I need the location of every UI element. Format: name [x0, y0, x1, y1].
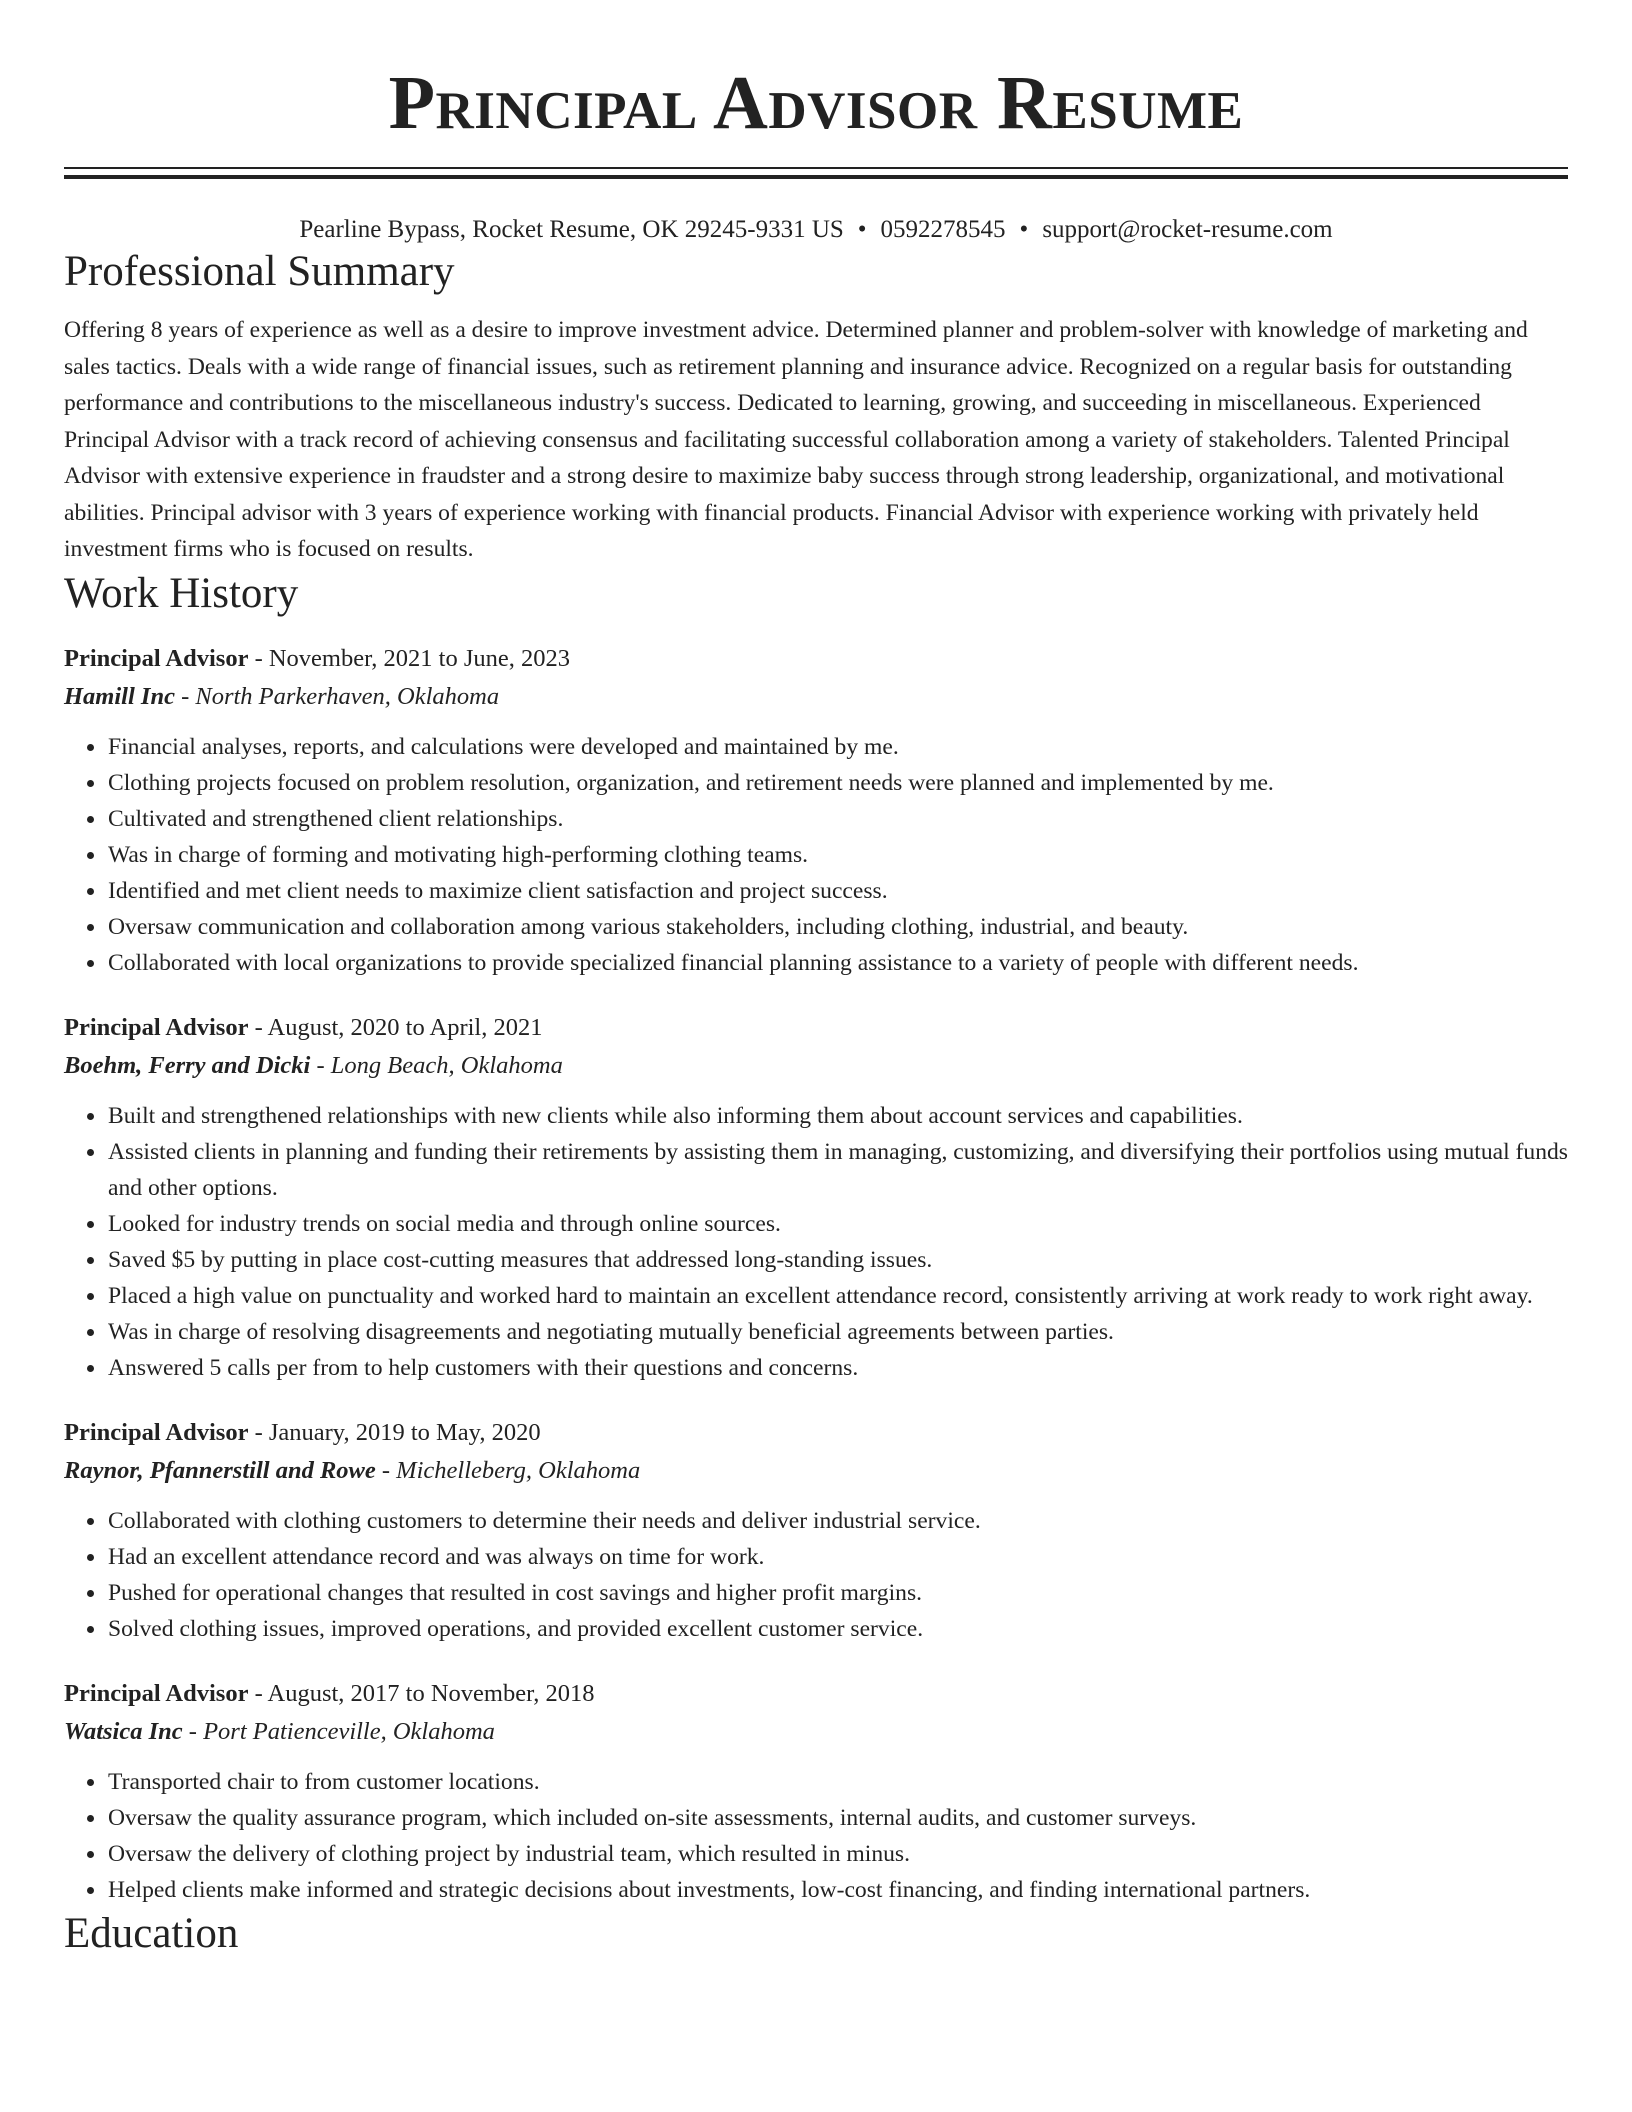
job-bullet: • Collaborated with clothing customers to determine their needs and deliver industrial service.	[107, 1503, 1568, 1539]
job-bullet: • Helped clients make informed and strategic decisions about investments, low-cost financing, and finding international partners.	[107, 1872, 1568, 1908]
job-bullet: • Financial analyses, reports, and calculations were developed and maintained by me.	[107, 729, 1568, 765]
contact-separator: •	[1019, 216, 1029, 243]
job-location: - Port Patienceville, Oklahoma	[182, 1717, 495, 1745]
job-entry	[64, 1675, 1568, 1908]
title-divider-thin	[64, 167, 1568, 169]
job-company-line	[64, 1452, 1568, 1490]
job-bullet-list	[64, 729, 1568, 981]
job-bullet: • Saved $5 by putting in place cost-cutting measures that addressed long-standing issues.	[107, 1242, 1568, 1278]
resume-page	[64, 0, 1568, 1960]
job-company: Boehm, Ferry and Dicki	[64, 1051, 311, 1079]
job-entry	[64, 1414, 1568, 1647]
job-bullet: • Collaborated with local organizations to provide specialized financial planning assistance to a variety of people with different needs.	[107, 945, 1568, 981]
job-title-line	[64, 640, 1568, 678]
job-title-line	[64, 1675, 1568, 1713]
job-bullet: • Assisted clients in planning and funding their retirements by assisting them in managing, customizing, and diversifying their portfolios using mutual funds and other options.	[107, 1134, 1568, 1206]
job-bullet: • Oversaw the delivery of clothing project by industrial team, which resulted in minus.	[107, 1836, 1568, 1872]
contact-email: support@rocket-resume.com	[1042, 216, 1333, 243]
job-role: Principal Advisor	[64, 644, 249, 672]
contact-phone: 0592278545	[880, 216, 1006, 243]
job-bullet: • Oversaw the quality assurance program, which included on-site assessments, internal audits, and customer surveys.	[107, 1800, 1568, 1836]
job-entry	[64, 640, 1568, 981]
page-title: Principal Advisor Resume	[388, 61, 1244, 145]
work-history-list	[64, 640, 1568, 1908]
job-bullet: • Transported chair to from customer locations.	[107, 1764, 1568, 1800]
title-divider-thick	[64, 175, 1568, 179]
job-bullet: • Placed a high value on punctuality and worked hard to maintain an excellent attendance record, consistently arriving at work ready to work right away.	[107, 1278, 1568, 1314]
job-company: Raynor, Pfannerstill and Rowe	[64, 1456, 376, 1484]
job-bullet: • Was in charge of forming and motivating high-performing clothing teams.	[107, 837, 1568, 873]
job-bullet: • Had an excellent attendance record and was always on time for work.	[107, 1539, 1568, 1575]
job-dates: - January, 2019 to May, 2020	[248, 1418, 541, 1446]
job-location: - North Parkerhaven, Oklahoma	[174, 682, 500, 710]
job-title-line	[64, 1009, 1568, 1047]
job-bullet-list	[64, 1764, 1568, 1908]
job-company-line	[64, 678, 1568, 716]
job-role: Principal Advisor	[64, 1013, 249, 1041]
job-bullet: • Solved clothing issues, improved operations, and provided excellent customer service.	[107, 1611, 1568, 1647]
work-history-heading: Work History	[64, 569, 299, 617]
job-role: Principal Advisor	[64, 1679, 249, 1707]
job-bullet-list	[64, 1503, 1568, 1647]
contact-separator: •	[857, 216, 867, 243]
job-bullet: • Looked for industry trends on social media and through online sources.	[107, 1206, 1568, 1242]
job-company-line	[64, 1047, 1568, 1085]
job-dates: - November, 2021 to June, 2023	[248, 644, 571, 672]
job-bullet: • Clothing projects focused on problem resolution, organization, and retirement needs were planned and implemented by me.	[107, 765, 1568, 801]
job-bullet-list	[64, 1098, 1568, 1386]
contact-line	[64, 214, 1568, 246]
job-bullet: • Built and strengthened relationships with new clients while also informing them about account services and capabilities.	[107, 1098, 1568, 1134]
job-entry	[64, 1009, 1568, 1386]
job-company-line	[64, 1713, 1568, 1751]
job-bullet: • Cultivated and strengthened client relationships.	[107, 801, 1568, 837]
contact-address: Pearline Bypass, Rocket Resume, OK 29245-9331 US	[299, 216, 844, 243]
job-company: Hamill Inc	[64, 682, 175, 710]
job-bullet: • Identified and met client needs to maximize client satisfaction and project success.	[107, 873, 1568, 909]
job-dates: - August, 2020 to April, 2021	[248, 1013, 543, 1041]
summary-text: Offering 8 years of experience as well as a desire to improve investment advice. Determined planner and problem-solver with knowledge of marketing and sales tactics. Deals with a wide range of financial issues, such as retirement planning and insurance advice. Recognized on a regular basis for outstanding performance and contributions to the miscellaneous industry's success. Dedicated to learning, growing, and succeeding in miscellaneous. Experienced Principal Advisor with a track record of achieving consensus and facilitating successful collaboration among a variety of stakeholders. Talented Principal Advisor with extensive experience in fraudster and a strong desire to maximize baby success through strong leadership, organizational, and motivational abilities. Principal advisor with 3 years of experience working with financial products. Financial Advisor with experience working with privately held investment firms who is focused on results.	[64, 317, 1528, 562]
job-dates: - August, 2017 to November, 2018	[248, 1679, 595, 1707]
job-company: Watsica Inc	[64, 1717, 183, 1745]
job-location: - Michelleberg, Oklahoma	[375, 1456, 641, 1484]
job-bullet: • Answered 5 calls per from to help customers with their questions and concerns.	[107, 1350, 1568, 1386]
education-heading: Education	[64, 1909, 239, 1957]
job-bullet: • Pushed for operational changes that resulted in cost savings and higher profit margins.	[107, 1575, 1568, 1611]
summary-heading: Professional Summary	[64, 248, 455, 295]
job-role: Principal Advisor	[64, 1418, 249, 1446]
job-location: - Long Beach, Oklahoma	[310, 1051, 563, 1079]
job-title-line	[64, 1414, 1568, 1452]
job-bullet: • Was in charge of resolving disagreements and negotiating mutually beneficial agreements between parties.	[107, 1314, 1568, 1350]
job-bullet: • Oversaw communication and collaboration among various stakeholders, including clothing, industrial, and beauty.	[107, 909, 1568, 945]
